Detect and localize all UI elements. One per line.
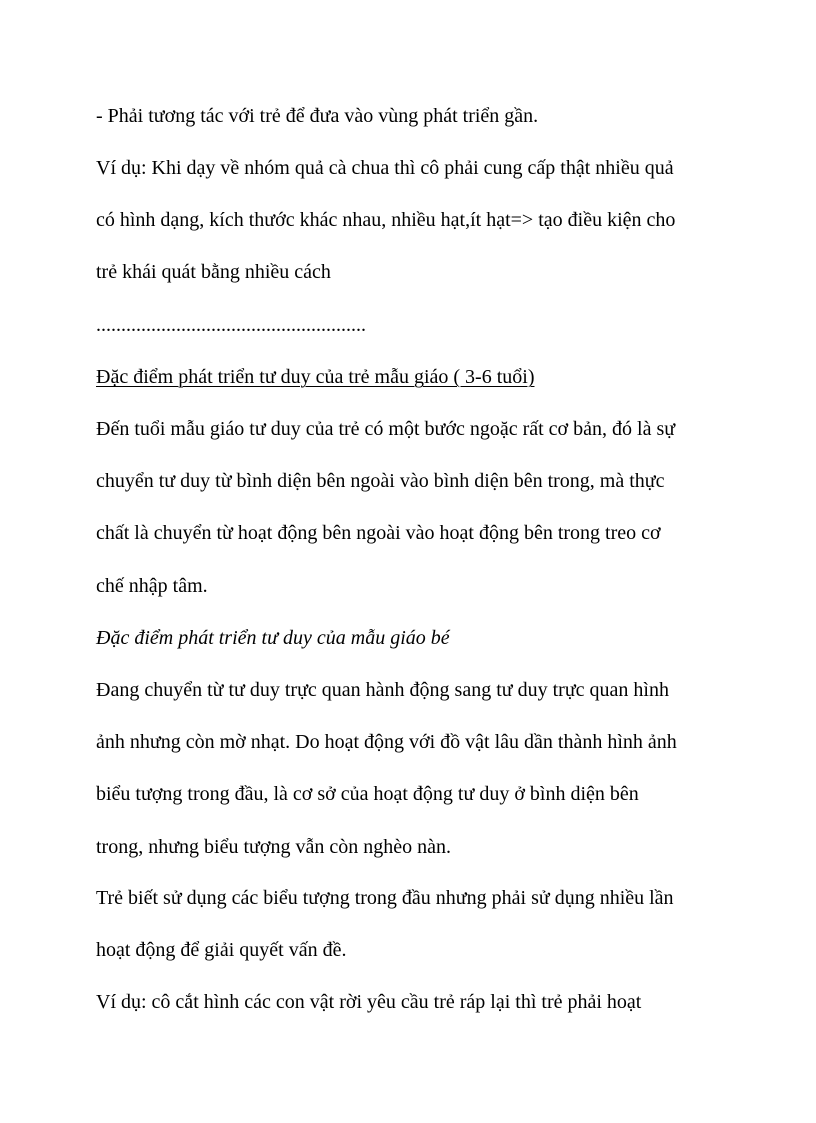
dotted-separator: ...................................................... (96, 314, 366, 336)
text-line: biểu tượng trong đầu, là cơ sở của hoạt động tư duy ở bình diện bên (96, 783, 639, 805)
text-line: Đang chuyển từ tư duy trực quan hành động sang tư duy trực quan hình (96, 679, 669, 701)
text-line: chất là chuyển từ hoạt động bên ngoài vào hoạt động bên trong treo cơ (96, 522, 661, 544)
text-line-example: Ví dụ: Khi dạy về nhóm quả cà chua thì cô phải cung cấp thật nhiều quả (96, 157, 674, 179)
section-heading: Đặc điểm phát triển tư duy của trẻ mẫu giáo ( 3-6 tuổi) (96, 366, 535, 388)
text-line-example: Ví dụ: cô cắt hình các con vật rời yêu cầu trẻ ráp lại thì trẻ phải hoạt (96, 991, 642, 1013)
subsection-heading: Đặc điểm phát triển tư duy của mẫu giáo bé (96, 627, 450, 649)
text-line: ảnh nhưng còn mờ nhạt. Do hoạt động với đồ vật lâu dần thành hình ảnh (96, 731, 677, 753)
text-line: trong, nhưng biểu tượng vẫn còn nghèo nàn. (96, 836, 451, 858)
text-line: Đến tuổi mẫu giáo tư duy của trẻ có một bước ngoặc rất cơ bản, đó là sự (96, 418, 676, 440)
text-line: Trẻ biết sử dụng các biểu tượng trong đầu nhưng phải sử dụng nhiều lần (96, 887, 674, 909)
text-line: trẻ khái quát bằng nhiều cách (96, 261, 331, 283)
text-line: chuyển tư duy từ bình diện bên ngoài vào bình diện bên trong, mà thực (96, 470, 665, 492)
text-line: hoạt động để giải quyết vấn đề. (96, 939, 347, 961)
text-line: có hình dạng, kích thước khác nhau, nhiều hạt,ít hạt=> tạo điều kiện cho (96, 209, 676, 231)
text-line-bullet: - Phải tương tác với trẻ để đưa vào vùng phát triển gần. (96, 105, 539, 127)
text-line: chế nhập tâm. (96, 575, 208, 597)
